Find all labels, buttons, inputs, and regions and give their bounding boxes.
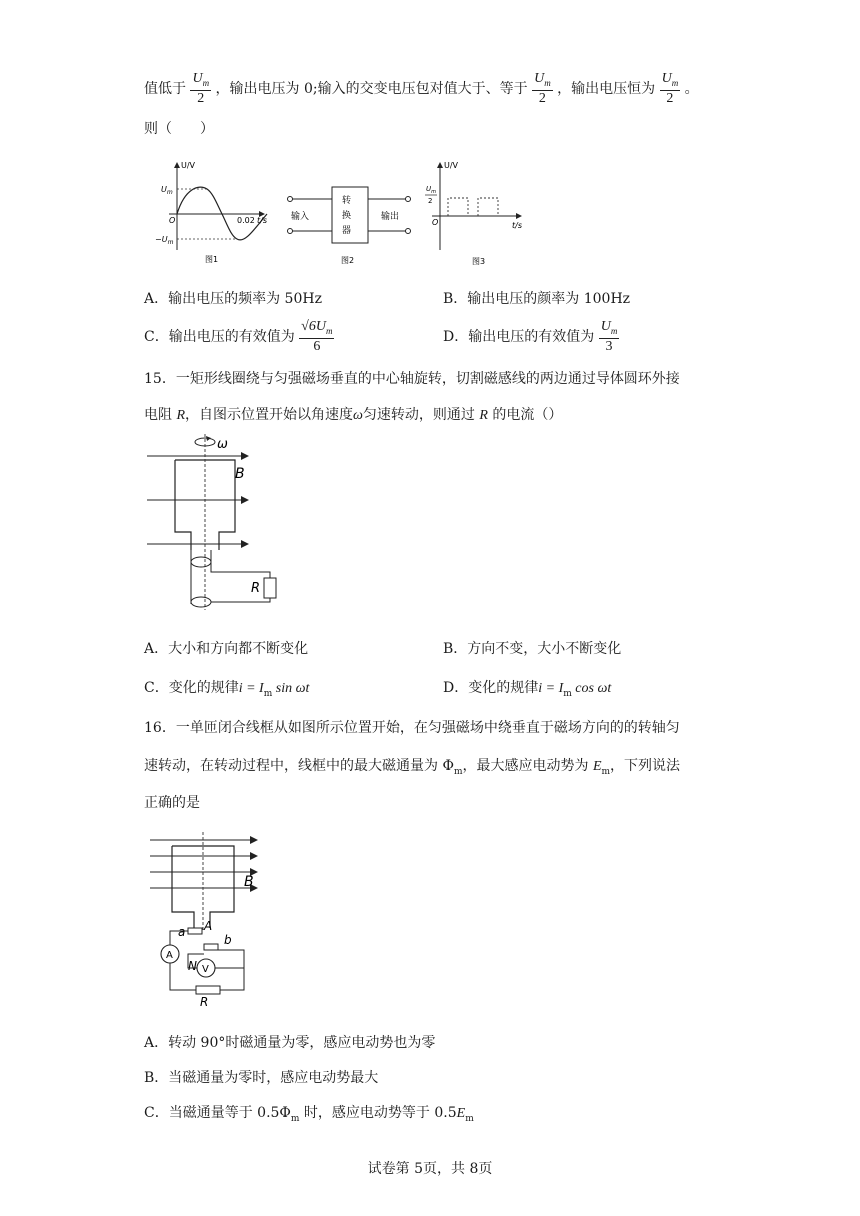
q16-b-label: b xyxy=(224,933,232,947)
fig3-origin: O xyxy=(432,218,439,227)
q14-option-c-fraction: $\frac{√6U_m}{6}$ xyxy=(301,318,333,355)
q15-line2: 电阻 R，自图示位置开始以角速度ω匀速转动，则通过 R 的电流（） xyxy=(144,407,563,423)
q14-line1-part3: ，输出电压恒为 xyxy=(557,81,656,97)
fig2-box-char-1: 转 xyxy=(342,196,352,206)
q15-option-d: D．变化的规律$i = I_m$ cos ωt xyxy=(443,680,612,699)
q16-option-a: A．转动 90°时磁通量为零，感应电动势也为零 xyxy=(144,1035,436,1051)
q16-A-label: A xyxy=(204,919,213,933)
q16-figure-coil-circuit xyxy=(148,830,263,1010)
q14-line1-part1: 值低于 xyxy=(144,81,186,97)
q15-figure-rotating-coil xyxy=(145,432,285,612)
q14-option-a: A．输出电压的频率为 50Hz xyxy=(144,291,322,307)
q16-B-label: B xyxy=(244,874,254,890)
fig1-origin: O xyxy=(169,216,176,225)
q14-option-c xyxy=(144,318,334,356)
fig1-tick-label: 0.02 xyxy=(237,216,255,225)
q16-line1: 16．一单匝闭合线框从如图所示位置开始，在匀强磁场中绕垂直于磁场方向的的转轴匀 xyxy=(144,720,680,736)
q16-a-label: a xyxy=(178,925,186,939)
q15-omega-label: ω xyxy=(217,437,228,452)
fig1-xlabel: t/s xyxy=(257,216,267,225)
q16-line3: 正确的是 xyxy=(144,795,200,811)
q14-figure1-sine-wave xyxy=(155,158,275,268)
q16-line2: 速转动，在转动过程中，线框中的最大磁通量为 $\Phi_m$，最大感应电动势为 $E_m$，下列说法 xyxy=(144,758,681,777)
q14-line2: 则（ ） xyxy=(144,121,214,137)
fig2-caption: 图2 xyxy=(341,256,355,265)
q14-option-d-fraction: $\frac{U_m}{3}$ xyxy=(600,318,618,355)
q14-line1-part4: 。 xyxy=(684,81,699,97)
q14-option-d xyxy=(443,318,619,356)
q16-voltmeter-label: V xyxy=(202,964,209,975)
fig3-ylabel: U/V xyxy=(444,161,459,170)
fig3-xlabel: t/s xyxy=(512,221,522,230)
q14-frac-um-over-2c: $\frac{U_m}{2}$ xyxy=(661,70,679,107)
q16-R-label: R xyxy=(200,995,209,1009)
page-footer: 试卷第 5页，共 8页 xyxy=(367,1161,493,1177)
fig2-box-char-3: 器 xyxy=(342,226,352,236)
fig2-output-label: 输出 xyxy=(381,212,400,222)
fig3-den-label: 2 xyxy=(428,197,433,205)
q16-ammeter-label: A xyxy=(166,950,173,961)
q14-line1-part2: ，输出电压为 0;输入的交变电压包对值大于、等于 xyxy=(215,81,528,97)
q15-R-label: R xyxy=(251,581,261,596)
q15-option-c: C．变化的规律$i = I_m$ sin ωt xyxy=(144,680,310,699)
q15-option-a: A．大小和方向都不断变化 xyxy=(144,641,309,657)
q16-option-b: B．当磁通量为零时，感应电动势最大 xyxy=(144,1070,379,1086)
fig1-ylabel: U/V xyxy=(181,161,196,170)
fig1-caption: 图1 xyxy=(205,255,219,264)
fig2-box-char-2: 换 xyxy=(342,211,352,221)
fig1-um-label: $U_m$ xyxy=(161,185,173,196)
fig2-input-label: 输入 xyxy=(291,212,310,222)
q14-line1 xyxy=(144,70,699,108)
q14-frac-um-over-2: $\frac{U_m}{2}$ xyxy=(192,70,210,107)
q15-line1: 15．一矩形线圈绕与匀强磁场垂直的中心轴旋转，切割磁感线的两边通过导体圆环外接 xyxy=(144,371,680,387)
fig1-neg-um-label: $-U_m$ xyxy=(155,235,174,246)
q16-N-label: N xyxy=(188,959,197,973)
q14-option-d-text: D．输出电压的有效值为 xyxy=(443,329,595,345)
q14-option-b: B．输出电压的颜率为 100Hz xyxy=(443,291,631,307)
q14-option-c-text: C．输出电压的有效值为 xyxy=(144,329,295,345)
q16-option-c: C．当磁通量等于 $0.5\Phi_m$ 时，感应电动势等于 $0.5E_m$ xyxy=(144,1105,474,1124)
q14-figure2-converter xyxy=(285,185,415,270)
q14-figure3-pulses xyxy=(420,158,530,268)
fig3-um-label: $U_m$ xyxy=(426,185,436,195)
fig3-caption: 图3 xyxy=(472,257,486,266)
q15-option-b: B．方向不变，大小不断变化 xyxy=(443,641,622,657)
q15-B-label: B xyxy=(235,466,245,482)
q14-frac-um-over-2b: $\frac{U_m}{2}$ xyxy=(534,70,551,107)
